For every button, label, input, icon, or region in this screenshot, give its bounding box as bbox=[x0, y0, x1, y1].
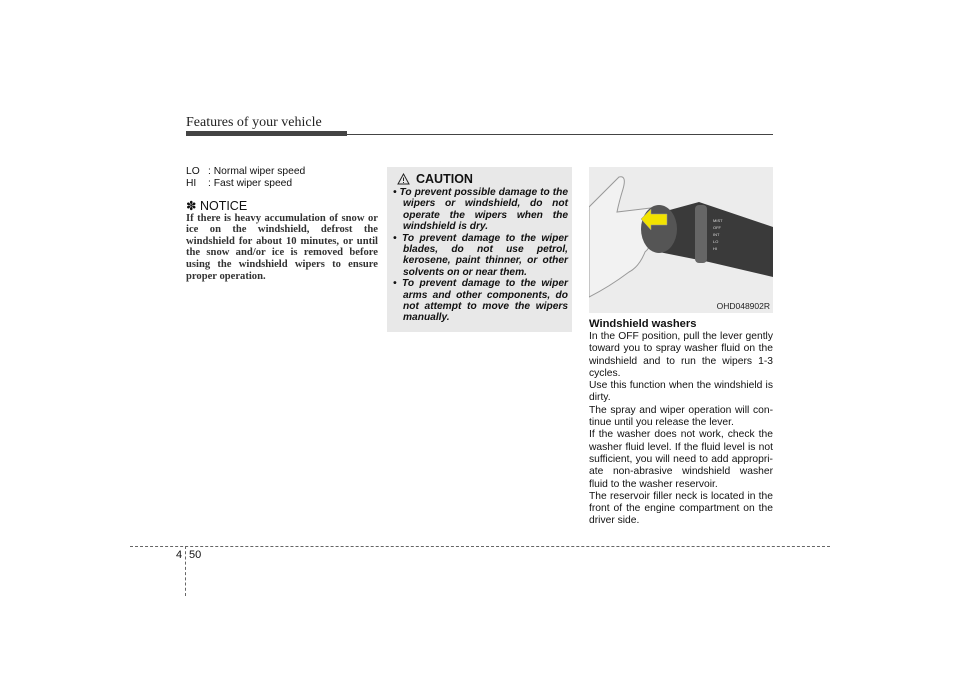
caution-item: • To prevent damage to the wiper arms and other components, do not attempt to move the wipers manually. bbox=[393, 278, 568, 324]
lever-label: LO bbox=[713, 239, 719, 244]
notice-title: ✽ NOTICE bbox=[186, 198, 248, 213]
lever-label: OFF bbox=[713, 225, 721, 230]
section-header: Features of your vehicle bbox=[186, 115, 322, 130]
footer-divider bbox=[185, 546, 186, 596]
lever-label: MIST bbox=[713, 218, 723, 223]
caution-item: • To prevent damage to the wiper blades, do not use petrol, kerosene, paint thinner, or other solvents on or near them. bbox=[393, 232, 568, 278]
warning-triangle-icon bbox=[397, 173, 410, 185]
wiper-lever-illustration bbox=[589, 167, 773, 313]
hand-lever-image bbox=[589, 167, 773, 313]
paragraph: If the washer does not work, check the washer fluid level. If the fluid level is not sufficient, you will need to add appropri-ate non-abrasive windshield washer fluid to the washer reservoir. bbox=[589, 429, 773, 490]
paragraph: The reservoir filler neck is located in the front of the engine compartment on the driver side. bbox=[589, 490, 773, 527]
left-column bbox=[186, 166, 378, 282]
notice-body: If there is heavy accumulation of snow or ice on the windshield, defrost the windshield for about 10 minutes, or until the snow and/or ice is removed before using the windshield wipers to ensure proper operation. bbox=[186, 212, 378, 282]
figure-code: OHD048902R bbox=[716, 301, 770, 311]
lever-label: INT bbox=[713, 232, 720, 237]
paragraph: Use this function when the windshield is dirty. bbox=[589, 380, 773, 404]
page-number: 50 bbox=[189, 549, 202, 561]
speed-row: LO : Normal wiper speed bbox=[186, 166, 306, 177]
paragraph: The spray and wiper operation will con-tinue until you release the lever. bbox=[589, 404, 773, 429]
speed-row: HI : Fast wiper speed bbox=[186, 178, 293, 190]
section-title: Windshield washers bbox=[589, 318, 697, 330]
paragraph: In the OFF position, pull the lever gently toward you to spray washer fluid on the windshield and to run the wipers 1-3 cycles. bbox=[589, 331, 773, 379]
right-column bbox=[589, 318, 773, 528]
lever-label: HI bbox=[713, 246, 717, 251]
caution-item: • To prevent possible damage to the wipers or windshield, do not operate the wipers when the windshield is dry. bbox=[393, 187, 568, 233]
header-rule bbox=[347, 134, 773, 135]
caution-box bbox=[387, 167, 572, 332]
section-number: 4 bbox=[176, 549, 183, 561]
header-bar bbox=[186, 131, 347, 136]
footer-rule bbox=[130, 546, 830, 547]
caution-title: CAUTION bbox=[397, 172, 473, 186]
